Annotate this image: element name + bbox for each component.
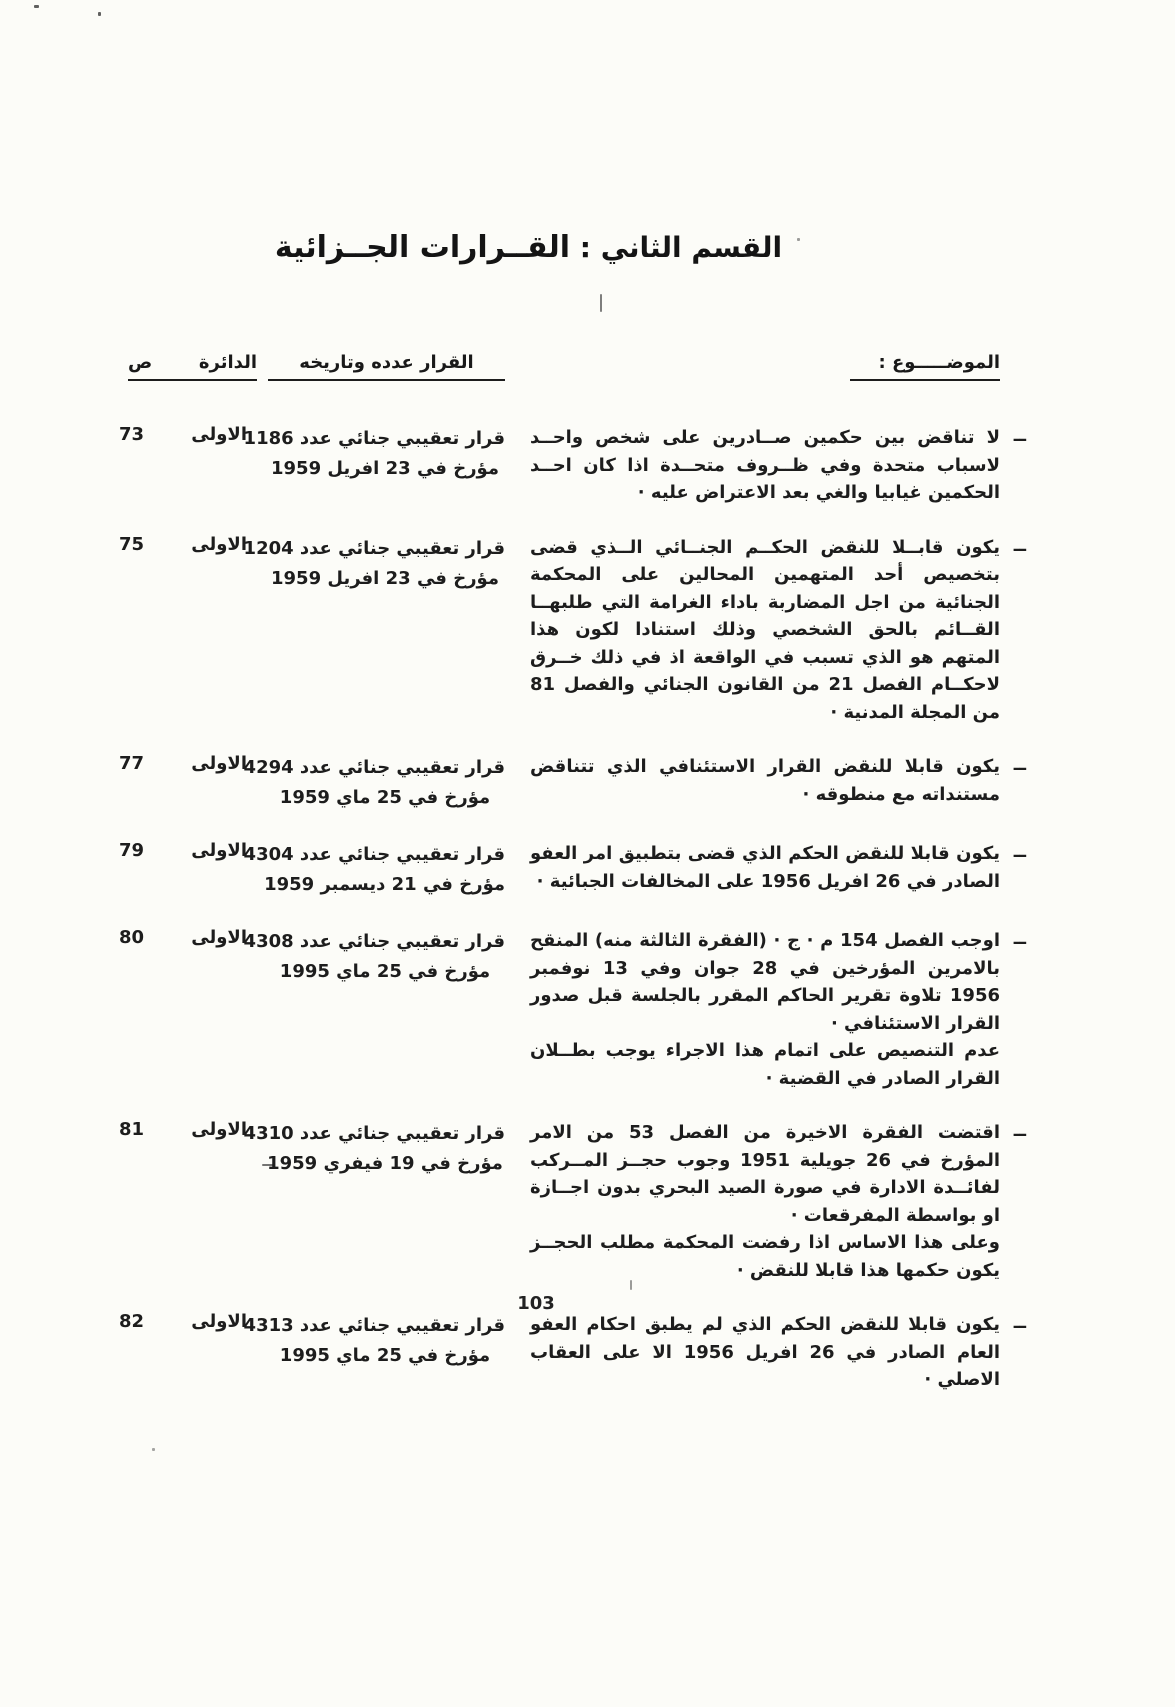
scan-speck <box>152 1448 155 1451</box>
decision-date: مؤرخ في 21 ديسمبر 1959 <box>264 874 505 895</box>
row-subject <box>530 424 1026 507</box>
row-decision <box>243 424 505 484</box>
subject-paragraph <box>530 840 1026 895</box>
row-chamber: الاولى <box>191 1119 247 1140</box>
row-decision <box>243 1311 505 1371</box>
table-row <box>110 424 1026 507</box>
row-subject <box>530 753 1026 808</box>
row-page: 73 <box>119 424 145 445</box>
column-header-chamber-page <box>128 352 257 381</box>
column-header-chamber: الدائرة <box>198 352 257 373</box>
item-dash-marker: ــ <box>1013 754 1026 775</box>
subject-paragraph <box>530 534 1026 727</box>
decision-date: مؤرخ في 23 افريل 1959 <box>271 458 499 479</box>
decision-date: مؤرخ في 19 فيفري 1959 <box>267 1153 503 1174</box>
subject-paragraph <box>530 1037 1000 1092</box>
item-dash-marker: ــ <box>1013 534 1026 556</box>
row-page: 81 <box>119 1119 145 1140</box>
scan-speck <box>98 12 101 16</box>
subject-text: اقتضت الفقرة الاخيرة من الفصل 53 من الامر المؤرخ في 26 جويلية 1951 وجوب حجــز المــركب لفائــدة الادارة في صورة الصيد البحري بدون اجــازة او بواسطة المفرقعات · <box>530 1122 1000 1226</box>
decision-date: مؤرخ في 25 ماي 1959 <box>279 787 491 808</box>
row-decision <box>243 927 505 987</box>
table-row <box>110 533 1026 727</box>
row-page: 75 <box>119 533 145 555</box>
subject-text: يكون قابلا للنقض القرار الاستئنافي الذي تتناقض مستنداته مع منطوقه · <box>530 756 1000 805</box>
row-page: 82 <box>119 1311 145 1332</box>
row-page: 80 <box>119 927 145 948</box>
column-header-page: ص <box>128 352 153 373</box>
subject-text: يكون قابلا للنقض الحكم الذي لم يطبق احكام العفو العام الصادر في 26 افريل 1956 الا على العقاب الاصلي · <box>530 1314 1000 1390</box>
row-decision <box>243 840 505 900</box>
decision-number: قرار تعقيبي جنائي عدد 4308 <box>243 931 505 952</box>
subject-text: وعلى هذا الاساس اذا رفضت المحكمة مطلب الحجــز يكون حكمها هذا قابلا للنقض · <box>530 1232 1000 1281</box>
row-subject <box>530 840 1026 895</box>
page-title <box>0 230 1057 265</box>
row-chamber: الاولى <box>191 840 247 861</box>
section-title-main: القــرارات الجــزائية <box>274 230 570 265</box>
subject-paragraph <box>530 1311 1026 1394</box>
table-row <box>110 753 1026 813</box>
decision-number: قرار تعقيبي جنائي عدد 4304 <box>243 844 505 865</box>
row-subject <box>530 927 1026 1092</box>
row-subject <box>530 1119 1026 1284</box>
subject-text: يكون قابلا للنقض الحكم الذي قضى بتطبيق امر العفو الصادر في 26 افريل 1956 على المخالفات الجبائية · <box>530 843 1000 892</box>
decision-date: مؤرخ في 25 ماي 1995 <box>279 1345 491 1366</box>
subject-paragraph <box>530 927 1026 1037</box>
item-dash-marker: ــ <box>1013 1312 1026 1333</box>
folio-page-number: 103 <box>517 1293 555 1314</box>
row-page: 79 <box>119 840 145 861</box>
subject-text: يكون قابــلا للنقض الحكــم الجنــائي الــذي قضى بتخصيص أحد المتهمين المحالين على المحكمة الجنائية من اجل المضاربة باداء الغرامة التي طلبهــا القــائم بالحق الشخصي وذلك استنادا لكون هذا المتهم هو الذي تسبب في الواقعة اذ في ذلك خــرق لاحكــام الفصل 21 من القانون الجنائي والفصل 81 من المجلة المدنية · <box>530 536 1001 723</box>
row-chamber: الاولى <box>191 1311 247 1332</box>
row-subject <box>530 534 1026 727</box>
row-subject <box>530 1311 1026 1394</box>
rows <box>110 424 1026 1421</box>
column-header-decision: القرار عدده وتاريخه <box>268 352 505 381</box>
subject-paragraph <box>530 1119 1026 1229</box>
item-dash-marker: ــ <box>1013 1120 1026 1141</box>
item-dash-marker: ــ <box>1013 425 1026 446</box>
scan-speck <box>600 294 602 312</box>
subject-text: لا تناقض بين حكمين صــادرين على شخص واحــد لاسباب متحدة وفي ظــروف متحــدة اذا كان احــد الحكمين غيابيا والغي بعد الاعتراض عليه · <box>530 427 1000 503</box>
decision-number: قرار تعقيبي جنائي عدد 1186 <box>243 428 505 449</box>
row-chamber: الاولى <box>191 927 247 948</box>
row-chamber: الاولى <box>191 753 247 774</box>
row-decision <box>243 753 505 813</box>
row-page: 77 <box>119 753 145 774</box>
row-decision <box>243 1119 505 1179</box>
subject-text: اوجب الفصل 154 م · ج · (الفقرة الثالثة منه) المنقح بالامرين المؤرخين في 28 جوان وفي 13 نوفمبر 1956 تلاوة تقرير الحاكم المقرر بالجلسة قبل صدور القرار الاستئنافي · <box>530 930 1001 1034</box>
subject-paragraph <box>530 753 1026 808</box>
decision-number: قرار تعقيبي جنائي عدد 4313 <box>243 1315 505 1336</box>
decision-number: قرار تعقيبي جنائي عدد 1204 <box>243 537 505 559</box>
table-row <box>110 927 1026 1092</box>
decision-date: مؤرخ في 25 ماي 1995 <box>279 961 491 982</box>
item-dash-marker: ــ <box>1013 928 1026 949</box>
row-chamber: الاولى <box>191 533 247 555</box>
subject-paragraph <box>530 1229 1000 1284</box>
table-row <box>110 840 1026 900</box>
row-chamber: الاولى <box>191 424 247 445</box>
section-title-prefix: القسم الثاني : <box>579 231 783 264</box>
subject-text: عدم التنصيص على اتمام هذا الاجراء يوجب بطــلان القرار الصادر في القضية · <box>530 1040 1000 1089</box>
decision-number: قرار تعقيبي جنائي عدد 4310 <box>243 1123 505 1144</box>
scan-speck <box>34 5 39 8</box>
decision-date: مؤرخ في 23 افريل 1959 <box>271 567 499 589</box>
column-header-subject: الموضـــــوع : <box>850 352 1000 381</box>
table-row <box>110 1311 1026 1394</box>
decision-number: قرار تعقيبي جنائي عدد 4294 <box>243 757 505 778</box>
table-row <box>110 1119 1026 1284</box>
row-decision <box>243 534 505 594</box>
subject-paragraph <box>530 424 1026 507</box>
item-dash-marker: ــ <box>1013 841 1026 862</box>
